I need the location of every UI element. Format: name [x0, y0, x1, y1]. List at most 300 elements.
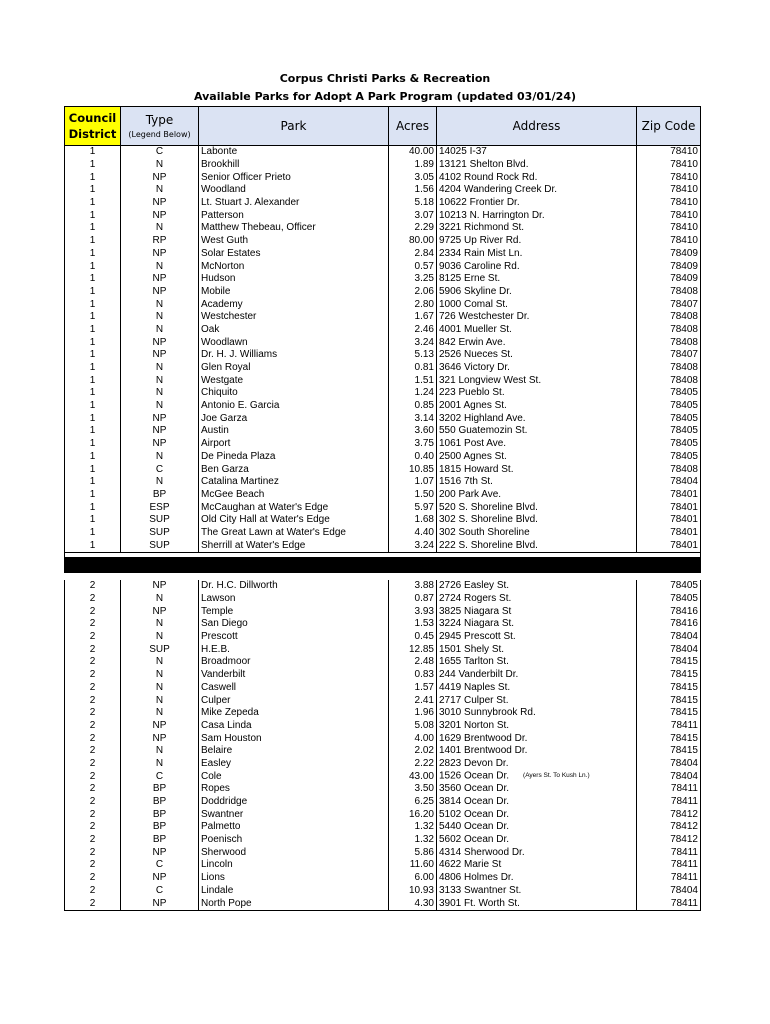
address-cell [437, 476, 637, 489]
council-district-cell [65, 374, 121, 387]
address-cell [437, 286, 637, 299]
table-row [65, 171, 701, 184]
park-name-value: Antonio E. Garcia [201, 400, 280, 412]
park-name-value: Palmetto [201, 821, 241, 833]
type-value: NP [152, 846, 167, 858]
acres-cell [389, 593, 437, 606]
zip-code-cell [637, 846, 701, 859]
zip-code-cell [637, 605, 701, 618]
zip-code-cell [637, 451, 701, 464]
park-name-value: Sherrill at Water's Edge [201, 539, 306, 551]
type-cell [121, 745, 199, 758]
table-row [65, 682, 701, 695]
council-district-cell [65, 669, 121, 682]
address-cell [437, 451, 637, 464]
park-name-value: Woodlawn [201, 336, 248, 348]
acres-cell [389, 286, 437, 299]
acres-value: 12.85 [408, 643, 434, 655]
table-row [65, 656, 701, 669]
address-value: 3901 Ft. Worth St. [439, 897, 520, 909]
council-district-value: 1 [89, 336, 96, 348]
council-district-cell [65, 146, 121, 159]
park-name-cell [199, 707, 389, 720]
park-name-value: Lawson [201, 593, 236, 605]
zip-code-value: 78405 [670, 438, 698, 450]
council-district-value: 2 [89, 821, 96, 833]
park-name-cell [199, 209, 389, 222]
address-cell [437, 197, 637, 210]
table-row [65, 694, 701, 707]
type-cell [121, 618, 199, 631]
acres-value: 16.20 [408, 808, 434, 820]
type-cell [121, 656, 199, 669]
park-name-value: Glen Royal [201, 362, 251, 374]
type-value: N [155, 476, 164, 488]
council-district-cell [65, 885, 121, 898]
address-value: 1061 Post Ave. [439, 438, 507, 450]
park-name-value: McNorton [201, 260, 245, 272]
acres-cell [389, 146, 437, 159]
acres-cell [389, 618, 437, 631]
table-row [65, 476, 701, 489]
park-name-cell [199, 412, 389, 425]
address-value: 3221 Richmond St. [439, 222, 525, 234]
council-district-cell [65, 514, 121, 527]
park-name-value: Woodland [201, 184, 246, 196]
zip-code-cell [637, 425, 701, 438]
zip-code-cell [637, 783, 701, 796]
park-header: Park [199, 107, 389, 146]
park-name-value: Sam Houston [201, 732, 262, 744]
acres-cell [389, 324, 437, 337]
address-cell [437, 859, 637, 872]
council-district-value: 1 [89, 311, 96, 323]
council-district-cell [65, 451, 121, 464]
council-district-value: 1 [89, 209, 96, 221]
council-district-value: 1 [89, 400, 96, 412]
park-name-value: Airport [201, 438, 231, 450]
council-district-value: 2 [89, 834, 96, 846]
table-row [65, 146, 701, 159]
zip-code-cell [637, 618, 701, 631]
type-cell [121, 783, 199, 796]
type-cell [121, 770, 199, 783]
zip-code-cell [637, 273, 701, 286]
zip-code-cell [637, 311, 701, 324]
type-cell [121, 707, 199, 720]
council-district-cell [65, 311, 121, 324]
zip-code-value: 78401 [670, 514, 698, 526]
council-district-value: 1 [89, 222, 96, 234]
council-district-value: 1 [89, 539, 96, 551]
address-value: 2334 Rain Mist Ln. [439, 247, 523, 259]
table-row [65, 451, 701, 464]
park-name-value: Hudson [201, 273, 236, 285]
acres-value: 0.81 [414, 362, 434, 374]
zip-code-value: 78408 [670, 336, 698, 348]
acres-cell [389, 514, 437, 527]
council-district-cell [65, 846, 121, 859]
type-cell [121, 412, 199, 425]
type-value: RP [152, 235, 167, 247]
type-cell [121, 159, 199, 172]
type-cell [121, 834, 199, 847]
type-value: N [155, 323, 164, 335]
acres-value: 10.93 [408, 884, 434, 896]
acres-value: 1.67 [414, 311, 434, 323]
park-name-cell [199, 539, 389, 552]
acres-cell [389, 362, 437, 375]
zip-code-value: 78405 [670, 580, 698, 592]
type-value: N [155, 694, 164, 706]
acres-cell [389, 796, 437, 809]
type-value: NP [152, 732, 167, 744]
park-name-cell [199, 235, 389, 248]
type-cell [121, 463, 199, 476]
address-value: 8125 Erne St. [439, 273, 501, 285]
address-value: 2823 Devon Dr. [439, 757, 509, 769]
address-value: 2724 Rogers St. [439, 593, 512, 605]
address-cell [437, 783, 637, 796]
address-value: 4102 Round Rock Rd. [439, 171, 538, 183]
zip-code-value: 78408 [670, 362, 698, 374]
park-name-value: De Pineda Plaza [201, 450, 276, 462]
council-district-value: 1 [89, 171, 96, 183]
acres-value: 1.24 [414, 387, 434, 399]
park-name-cell [199, 834, 389, 847]
zip-code-cell [637, 527, 701, 540]
table-row [65, 872, 701, 885]
zip-code-cell [637, 821, 701, 834]
zip-code-cell [637, 387, 701, 400]
zip-code-value: 78404 [670, 476, 698, 488]
park-name-value: Belaire [201, 745, 233, 757]
council-district-cell [65, 362, 121, 375]
table-row [65, 783, 701, 796]
zip-code-value: 78410 [670, 209, 698, 221]
zip-code-cell [637, 732, 701, 745]
council-district-cell [65, 605, 121, 618]
address-cell [437, 580, 637, 593]
type-value: NP [152, 412, 167, 424]
acres-value: 3.07 [414, 209, 434, 221]
acres-cell [389, 412, 437, 425]
address-value: 520 S. Shoreline Blvd. [439, 501, 538, 513]
address-cell [437, 720, 637, 733]
council-district-value: 2 [89, 593, 96, 605]
council-district-value: 1 [89, 197, 96, 209]
type-value: N [155, 374, 164, 386]
park-name-value: Culper [201, 694, 231, 706]
park-name-cell [199, 349, 389, 362]
acres-value: 2.84 [414, 247, 434, 259]
address-value: 244 Vanderbilt Dr. [439, 669, 519, 681]
type-value: N [155, 387, 164, 399]
address-cell [437, 171, 637, 184]
park-name-value: Casa Linda [201, 719, 252, 731]
zip-code-cell [637, 349, 701, 362]
council-district-cell [65, 197, 121, 210]
park-name-cell [199, 324, 389, 337]
park-name-cell [199, 501, 389, 514]
park-name-cell [199, 872, 389, 885]
acres-cell [389, 872, 437, 885]
address-value: 4204 Wandering Creek Dr. [439, 184, 558, 196]
park-name-cell [199, 846, 389, 859]
zip-code-cell [637, 209, 701, 222]
park-name-value: Labonte [201, 146, 238, 158]
address-cell [437, 324, 637, 337]
address-value: 2717 Culper St. [439, 694, 509, 706]
park-name-value: Old City Hall at Water's Edge [201, 514, 330, 526]
park-name-cell [199, 400, 389, 413]
type-value: N [155, 400, 164, 412]
address-value: 1501 Shely St. [439, 643, 505, 655]
type-cell [121, 298, 199, 311]
park-name-cell [199, 580, 389, 593]
type-value: SUP [149, 539, 170, 551]
zip-code-value: 78408 [670, 323, 698, 335]
council-district-cell [65, 821, 121, 834]
zip-code-cell [637, 580, 701, 593]
acres-value: 5.86 [414, 846, 434, 858]
council-district-cell [65, 527, 121, 540]
zip-code-value: 78411 [670, 796, 698, 808]
council-district-cell [65, 720, 121, 733]
zip-code-value: 78415 [670, 745, 698, 757]
zip-code-cell [637, 707, 701, 720]
table-row [65, 770, 701, 783]
type-cell [121, 669, 199, 682]
address-value: 1516 7th St. [439, 476, 493, 488]
zip-code-cell [637, 796, 701, 809]
address-value: 4806 Holmes Dr. [439, 872, 514, 884]
acres-cell [389, 859, 437, 872]
acres-value: 3.88 [414, 580, 434, 592]
acres-value: 6.25 [414, 796, 434, 808]
zip-code-cell [637, 682, 701, 695]
table-row [65, 324, 701, 337]
zip-code-value: 78411 [670, 897, 698, 909]
council-district-value: 2 [89, 897, 96, 909]
park-name-cell [199, 631, 389, 644]
council-district-value: 2 [89, 770, 96, 782]
address-value: 2726 Easley St. [439, 580, 510, 592]
park-name-cell [199, 669, 389, 682]
park-name-value: Lincoln [201, 859, 233, 871]
park-name-cell [199, 643, 389, 656]
acres-cell [389, 846, 437, 859]
address-value: 2001 Agnes St. [439, 400, 507, 412]
park-name-cell [199, 859, 389, 872]
zip-code-cell [637, 235, 701, 248]
acres-value: 5.13 [414, 349, 434, 361]
zip-code-cell [637, 476, 701, 489]
park-name-cell [199, 248, 389, 261]
type-header [121, 107, 199, 146]
park-name-value: North Pope [201, 897, 252, 909]
council-district-value: 2 [89, 643, 96, 655]
acres-value: 0.87 [414, 593, 434, 605]
address-cell [437, 362, 637, 375]
type-value: BP [152, 796, 167, 808]
address-cell [437, 808, 637, 821]
council-district-cell [65, 796, 121, 809]
type-value: N [155, 707, 164, 719]
acres-value: 1.32 [414, 821, 434, 833]
acres-value: 1.50 [414, 488, 434, 500]
acres-value: 3.24 [414, 336, 434, 348]
address-value: 550 Guatemozin St. [439, 425, 528, 437]
zip-code-cell [637, 872, 701, 885]
address-value: 5440 Ocean Dr. [439, 821, 510, 833]
address-cell [437, 846, 637, 859]
park-name-cell [199, 720, 389, 733]
acres-cell [389, 656, 437, 669]
type-cell [121, 732, 199, 745]
address-cell [437, 643, 637, 656]
address-value: 5906 Skyline Dr. [439, 285, 512, 297]
table-row [65, 527, 701, 540]
address-value: 9036 Caroline Rd. [439, 260, 520, 272]
park-name-value: Ben Garza [201, 463, 249, 475]
address-note: (Ayers St. To Kush Ln.) [523, 772, 590, 780]
table-row [65, 897, 701, 910]
address-value: 3560 Ocean Dr. [439, 783, 510, 795]
zip-code-value: 78410 [670, 146, 698, 158]
council-district-cell [65, 324, 121, 337]
table-row [65, 463, 701, 476]
type-value: BP [152, 783, 167, 795]
acres-cell [389, 171, 437, 184]
acres-value: 11.60 [409, 859, 434, 871]
council-district-value: 1 [89, 463, 96, 475]
zip-code-value: 78409 [670, 260, 698, 272]
park-name-cell [199, 273, 389, 286]
acres-cell [389, 682, 437, 695]
zip-code-cell [637, 897, 701, 910]
table-row [65, 298, 701, 311]
acres-cell [389, 539, 437, 552]
type-value: SUP [149, 514, 170, 526]
type-cell [121, 311, 199, 324]
address-value: 223 Pueblo St. [439, 387, 505, 399]
council-district-value: 1 [89, 387, 96, 399]
council-district-cell [65, 897, 121, 910]
type-value: NP [152, 605, 167, 617]
park-name-cell [199, 146, 389, 159]
council-district-cell [65, 745, 121, 758]
type-value: NP [152, 285, 167, 297]
address-cell [437, 834, 637, 847]
table-row [65, 707, 701, 720]
type-cell [121, 171, 199, 184]
address-value: 1401 Brentwood Dr. [439, 745, 528, 757]
address-value: 3202 Highland Ave. [439, 412, 526, 424]
table-row [65, 846, 701, 859]
acres-cell [389, 770, 437, 783]
type-cell [121, 605, 199, 618]
zip-code-value: 78408 [670, 374, 698, 386]
park-name-cell [199, 514, 389, 527]
address-cell [437, 260, 637, 273]
type-value: N [155, 618, 164, 630]
zip-code-cell [637, 286, 701, 299]
park-name-cell [199, 425, 389, 438]
zip-code-cell [637, 501, 701, 514]
park-name-value: Lions [201, 872, 225, 884]
table-row [65, 580, 701, 593]
council-district-cell [65, 682, 121, 695]
type-cell [121, 643, 199, 656]
park-name-value: Prescott [201, 631, 238, 643]
park-name-value: Academy [201, 298, 243, 310]
type-value: N [155, 311, 164, 323]
park-name-cell [199, 808, 389, 821]
zip-code-value: 78401 [670, 488, 698, 500]
address-cell [437, 656, 637, 669]
address-cell [437, 770, 637, 783]
address-value: 302 South Shoreline [439, 526, 530, 538]
type-cell [121, 349, 199, 362]
address-value: 14025 I-37 [439, 146, 487, 158]
zip-code-header: Zip Code [637, 107, 701, 146]
acres-cell [389, 349, 437, 362]
page-title: Corpus Christi Parks & Recreation [279, 72, 491, 85]
acres-value: 1.32 [414, 834, 434, 846]
acres-value: 0.45 [414, 631, 434, 643]
zip-code-cell [637, 184, 701, 197]
council-district-value: 2 [89, 707, 96, 719]
zip-code-value: 78411 [670, 872, 698, 884]
acres-value: 1.53 [414, 618, 434, 630]
type-cell [121, 273, 199, 286]
park-name-cell [199, 438, 389, 451]
council-district-cell [65, 412, 121, 425]
acres-cell [389, 745, 437, 758]
type-cell [121, 400, 199, 413]
zip-code-cell [637, 463, 701, 476]
address-header: Address [437, 107, 637, 146]
zip-code-value: 78404 [670, 631, 698, 643]
council-district-value: 1 [89, 438, 96, 450]
table-row [65, 159, 701, 172]
council-district-cell [65, 222, 121, 235]
council-district-value: 2 [89, 694, 96, 706]
table-row [65, 387, 701, 400]
table-row [65, 669, 701, 682]
council-district-cell [65, 286, 121, 299]
acres-cell [389, 248, 437, 261]
type-value: NP [152, 719, 167, 731]
council-district-cell [65, 336, 121, 349]
acres-cell [389, 387, 437, 400]
park-name-value: Matthew Thebeau, Officer [201, 222, 316, 234]
acres-value: 3.75 [414, 438, 434, 450]
separator-bar [65, 558, 701, 573]
type-value: NP [152, 171, 167, 183]
address-value: 13121 Shelton Blvd. [439, 159, 529, 171]
council-district-value: 1 [89, 273, 96, 285]
table-row [65, 362, 701, 375]
zip-code-cell [637, 260, 701, 273]
address-cell [437, 248, 637, 261]
zip-code-cell [637, 745, 701, 758]
council-district-cell [65, 859, 121, 872]
park-name-cell [199, 745, 389, 758]
zip-code-value: 78408 [670, 311, 698, 323]
acres-cell [389, 311, 437, 324]
